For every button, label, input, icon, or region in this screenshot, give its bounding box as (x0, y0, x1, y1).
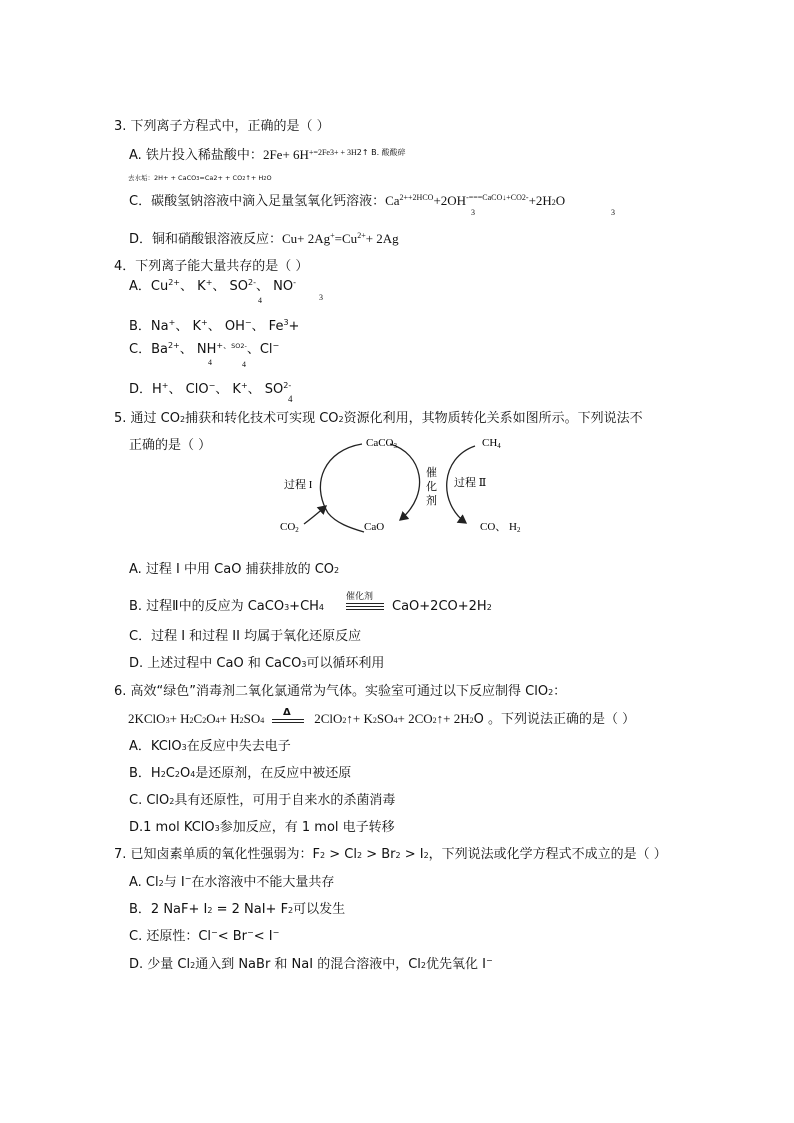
q3-option-c-text: C．碳酸氢钠溶液中滴入足量氢氧化钙溶液： (129, 194, 386, 209)
q6-eq-line2 (272, 722, 304, 723)
q7-option-a (129, 875, 334, 892)
q3-d-eq2: =Cu (334, 231, 358, 246)
q6-d-text2: 参加反应，有 1 mol 电子转移 (219, 820, 395, 835)
q4-d-3: 、 K (215, 382, 241, 397)
q4-a-sup3: 2- (248, 278, 256, 287)
q6-b-text4: 是还原剂，在反应中被还原 (195, 766, 352, 781)
q3-c-eq1: Ca (385, 193, 400, 208)
q6-eq-9: SO (376, 711, 394, 726)
q3-option-d (129, 231, 399, 249)
q7-c-text3: < I (253, 929, 273, 944)
q6-eq-sub2: 2 (189, 716, 194, 725)
q6-eq-sub1: 3 (165, 716, 170, 725)
q4-c-5: 、Cl (246, 342, 273, 357)
q4-d-sup3: + (240, 381, 248, 390)
q6-option-c (129, 793, 395, 810)
q5-a-sub: 2 (334, 566, 340, 575)
q5-b-eq-line1 (346, 603, 384, 604)
q3-b-sub: 3 (196, 176, 200, 182)
q5-d-text2: 可以循环利用 (306, 656, 385, 671)
q4-a-1: A．Cu (129, 279, 169, 294)
q6-eq-7: 2ClO (314, 711, 343, 726)
q7-sub1: 2 (320, 851, 326, 860)
q5-stem-line2: 正确的是（ ） (129, 438, 212, 453)
q6-eq-11: ↑+ 2H (436, 711, 470, 726)
q6-d-sub: 3 (214, 824, 220, 833)
q4-option-a (129, 279, 296, 296)
q6-b-text3: O (179, 766, 191, 781)
q6-a-text2: 在反应中失去电子 (186, 739, 291, 754)
q3-c-eq3: +2H (528, 193, 552, 208)
process1-arc-bottom (328, 513, 364, 532)
q3-b-eq2: =Ca2+ + CO (199, 174, 243, 182)
q7-sub2: 2 (356, 851, 363, 860)
q7-d-text2: 通入到 NaBr 和 NaI 的混合溶液中，Cl (195, 957, 421, 972)
q6-a-text: A．KClO (129, 739, 182, 754)
q7-option-b (129, 902, 345, 919)
q4-a-3: 、 SO (212, 279, 249, 294)
q6-b-text2: C (165, 766, 175, 781)
catalyst-char-3: 剂 (426, 495, 437, 507)
q6-eq-10: + 2CO (397, 711, 433, 726)
q6-eq-1: 2KClO (128, 711, 166, 726)
q6-eq-sub4: 4 (215, 716, 220, 725)
q5-stem-2: 捕获和转化技术可实现 CO (185, 411, 339, 426)
q3-b-sub3: 2 (263, 176, 267, 182)
process1-arc-right (390, 444, 420, 520)
q6-eq-line1 (272, 719, 304, 720)
q4-b-2: 、 K (175, 319, 201, 334)
co2-arrow (304, 506, 326, 524)
process1-label: 过程 I (284, 479, 313, 491)
q7-a-text: A. Cl (129, 875, 159, 890)
q4-b-1: B．Na (129, 319, 169, 334)
q6-b-text: B．H (129, 766, 161, 781)
q6-b-sub3: 4 (190, 770, 196, 779)
q5-b-eq-line3 (346, 609, 384, 610)
q4-a-sub3: 3 (319, 293, 323, 302)
q6-eq-sub8: 2 (372, 716, 377, 725)
q4-a-sup1: 2+ (168, 278, 181, 287)
q4-d-sup1: + (161, 381, 169, 390)
process1-arc-left (320, 444, 362, 513)
q6-eq-2: + H (169, 711, 190, 726)
q6-eq-6: SO (243, 711, 261, 726)
q6-stem (114, 684, 566, 701)
q6-eq-sub11: 2 (469, 716, 474, 725)
q3-c-eq-small2: ↓+CO2- (502, 193, 529, 202)
q5-stem-sub1: 2 (179, 415, 186, 424)
q6-stem-sub: 2 (548, 688, 554, 697)
q4-stem: 4．下列离子能大量共存的是（ ） (114, 259, 309, 274)
q7-option-c (129, 929, 279, 946)
q4-d-1: D．H (129, 382, 162, 397)
q5-d-text: D. 上述过程中 CaO 和 CaCO (129, 656, 302, 671)
q7-option-d (129, 957, 493, 974)
q7-a-text2: 与 I (163, 875, 185, 890)
products-label: CO、 H2 (480, 521, 521, 534)
q4-a-4: 、 NO (256, 279, 294, 294)
q7-d-sub1: 2 (190, 961, 196, 970)
q4-c-sup2: + (216, 341, 224, 350)
ch4-label: CH4 (482, 437, 501, 450)
q7-c-sup2: − (247, 928, 254, 937)
q4-b-sup2: + (201, 318, 208, 327)
q7-c-text2: < Br (217, 929, 248, 944)
q4-c-sub4b: 4 (242, 360, 246, 369)
q5-stem-line1 (114, 411, 643, 428)
q4-b-sup3: − (244, 318, 252, 327)
q7-b-sub1: 2 (207, 906, 213, 915)
catalyst-char-1: 催 (426, 467, 437, 479)
q5-b-text: B. 过程Ⅱ中的反应为 CaCO (129, 599, 285, 614)
q7-sub3: 2 (395, 851, 401, 860)
q5-option-d (129, 656, 384, 673)
q4-a-sub4: 4 (258, 296, 262, 305)
q7-stem-1: 7. 已知卤素单质的氧化性强弱为：F (114, 847, 321, 862)
q3-stem: 3. 下列离子方程式中，正确的是（ ） (114, 119, 330, 134)
catalyst-char-2: 化 (426, 481, 437, 493)
caco3-label: CaCO3 (366, 437, 397, 450)
q6-eq-4: O (206, 711, 216, 726)
q3-c-sup: 2++2HCO (399, 193, 434, 202)
q5-b-text2: +CH (289, 599, 319, 614)
q4-d-sup2: − (208, 381, 216, 390)
q7-c-sup3: − (272, 928, 280, 937)
q4-d-2: 、 ClO (168, 382, 209, 397)
q4-b-sup4: 3 (283, 318, 289, 327)
q3-d-eq3: + 2Ag (365, 231, 399, 246)
q4-option-b (129, 319, 299, 336)
q3-c-sub3b: 3 (611, 208, 615, 217)
q6-a-sub: 3 (181, 743, 187, 752)
q3-option-b-line (128, 170, 272, 187)
q4-c-sup1: 2+ (167, 341, 180, 350)
q3-b-eq3: ↑+ H (245, 174, 264, 182)
q4-a-sup4: - (293, 278, 296, 287)
cao-label: CaO (364, 521, 385, 533)
q6-eq-sub5: 2 (239, 716, 244, 725)
process2-label: 过程 Ⅱ (454, 477, 487, 489)
q3-d-eq: Cu+ 2Ag (282, 231, 331, 246)
q3-c-eq2: +2OH (433, 193, 467, 208)
q5-option-a (129, 562, 339, 579)
q3-b-sub2: 2 (242, 176, 246, 182)
q5-b-condition: 催化剂 (346, 592, 374, 602)
q7-a-sub: 2 (158, 879, 164, 888)
q6-eq-sub9: 4 (393, 716, 398, 725)
q7-d-sub2: 2 (420, 961, 426, 970)
q7-b-sub2: 2 (288, 906, 294, 915)
q6-d-text: D.1 mol KClO (129, 820, 215, 835)
q5-b-sub3: 2 (486, 603, 492, 612)
q7-b-text: B．2 NaF+ I (129, 902, 208, 917)
q7-b-text2: = 2 NaI+ F (212, 902, 289, 917)
q7-d-sup: − (485, 956, 493, 965)
q6-eq-12: O 。下列说法正确的是（ ） (473, 712, 636, 727)
q7-c-sup1: − (211, 928, 218, 937)
q3-option-a (129, 147, 406, 165)
q3-b-eq4: O (266, 174, 272, 182)
q6-b-sub2: 2 (174, 770, 180, 779)
q5-stem-1: 5. 通过 CO (114, 411, 180, 426)
q6-eq-5: + H (219, 711, 240, 726)
q4-b-5: + (288, 319, 300, 334)
q4-option-c (129, 342, 279, 359)
q6-eq-sub3: 2 (202, 716, 207, 725)
q6-option-d (129, 820, 395, 837)
q7-a-sup: − (184, 874, 192, 883)
q3-option-d-text: D．铜和硝酸银溶液反应： (129, 232, 283, 247)
q4-d-4: 、 SO (247, 382, 284, 397)
q3-d-sup: + (330, 231, 335, 240)
q6-eq-sub6: 4 (260, 716, 265, 725)
q6-delta: Δ (283, 707, 291, 718)
q5-d-sub: 3 (301, 660, 307, 669)
q6-option-b (129, 766, 351, 783)
q3-option-a-text: A. 铁片投入稀盐酸中： (129, 148, 263, 163)
q7-stem-3: > Br (362, 847, 396, 862)
q4-d-sub4: 4 (288, 394, 293, 404)
q6-stem-text: 6. 高效“绿色”消毒剂二氧化氯通常为气体。实验室可通过以下反应制得 ClO (114, 684, 549, 699)
q6-c-text: C. ClO (129, 793, 170, 808)
q6-stem-tail: ： (553, 684, 567, 699)
q6-eq-sub10: 2 (432, 716, 437, 725)
q6-c-sub: 2 (169, 797, 175, 806)
q6-eq-sub7: 2 (342, 716, 347, 725)
q3-option-a-eq: 2Fe+ 6H (262, 147, 309, 162)
q3-option-c (129, 193, 565, 211)
q3-c-sub3a: 3 (471, 208, 475, 217)
q3-option-b-head: ↑ B. 酸酸碎 (361, 148, 406, 157)
q7-a-text3: 在水溶液中不能大量共存 (191, 875, 335, 890)
q4-d-sup4: 2- (283, 381, 292, 390)
q5-stem-3: 资源化利用，其物质转化关系如图所示。下列说法不 (343, 411, 643, 426)
q4-c-3: 、 (223, 341, 232, 350)
q4-c-2: 、 NH (179, 342, 217, 357)
q7-stem-2: > Cl (325, 847, 357, 862)
q3-c-sub2: 2 (551, 198, 556, 207)
q7-c-text: C. 还原性：Cl (129, 929, 212, 944)
q3-option-a-eq-small: +=2Fe3+ + 3H (308, 148, 357, 157)
q4-option-d (129, 382, 291, 399)
q5-b-sub1: 3 (284, 603, 290, 612)
q5-b-sub2: 4 (318, 603, 325, 612)
q4-c-sub4a: 4 (208, 358, 212, 367)
q7-b-text3: 可以发生 (293, 902, 346, 917)
q3-a-sub: 2 (356, 148, 362, 157)
q3-c-eq4: O (555, 193, 566, 208)
q4-c-1: C．Ba (129, 342, 168, 357)
q4-c-4: SO2- (231, 342, 247, 350)
q4-a-2: 、 K (180, 279, 206, 294)
q5-option-c: C．过程 I 和过程 II 均属于氧化还原反应 (129, 629, 362, 644)
q6-b-sub1: 2 (160, 770, 166, 779)
q4-a-sup2: + (205, 278, 213, 287)
q3-d-sup2: 2+ (357, 231, 366, 240)
q6-eq-3: C (193, 711, 203, 726)
co2-label: CO2 (280, 521, 299, 534)
q7-sub4: 2 (423, 851, 429, 860)
q7-stem (114, 847, 667, 864)
q4-c-sup5: − (272, 341, 280, 350)
q6-c-text2: 具有还原性，可用于自来水的杀菌消毒 (174, 793, 396, 808)
q6-option-a (129, 739, 291, 756)
q6-equation (128, 711, 635, 729)
q4-b-sup1: + (168, 318, 176, 327)
q3-b-eq: 去水垢：2H+ + CaCO (128, 174, 197, 182)
q5-option-b (129, 599, 324, 616)
q7-stem-4: > I (400, 847, 424, 862)
q5-a-text: A. 过程 I 中用 CaO 捕获排放的 CO (129, 562, 335, 577)
q5-process-diagram (270, 428, 540, 543)
q4-b-3: 、 OH (207, 319, 245, 334)
q5-stem-sub2: 2 (338, 415, 344, 424)
q5-b-products (392, 599, 492, 616)
q3-c-eq-small: -===CaCO (466, 193, 503, 202)
q7-d-text: D. 少量 Cl (129, 957, 191, 972)
q4-b-4: 、 Fe (251, 319, 284, 334)
q5-b-eq-line2 (346, 606, 384, 607)
q6-eq-8: ↑+ K (346, 711, 373, 726)
q7-stem-5: ，下列说法或化学方程式不成立的是（ ） (428, 847, 667, 862)
q5-b-text3: CaO+2CO+2H (392, 599, 487, 614)
q7-d-text3: 优先氧化 I (426, 957, 486, 972)
